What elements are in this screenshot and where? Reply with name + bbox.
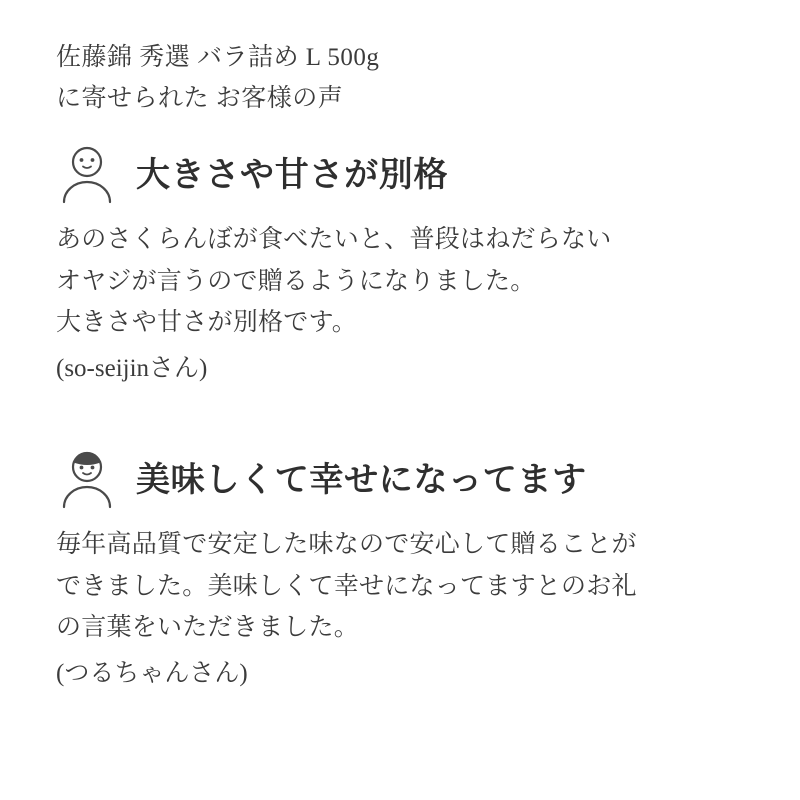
review-header	[56, 145, 748, 207]
review-header	[56, 450, 748, 512]
review-body	[56, 524, 748, 649]
review-body-line: できました。美味しくて幸せになってますとのお礼	[56, 572, 637, 600]
review-author: (so-seijinさん)	[56, 354, 208, 382]
review-title: 大きさや甘さが別格	[136, 156, 449, 194]
review-body-line: 毎年高品質で安定した味なので安心して贈ることが	[56, 531, 637, 558]
person-avatar-icon	[56, 450, 118, 512]
review-body-line: オヤジが言うので贈るようになりました。	[56, 267, 536, 295]
review-body-line: 大きさや甘さが別格です。	[56, 309, 358, 336]
review-item	[56, 145, 748, 390]
review-body	[56, 219, 748, 344]
intro-line-2: に寄せられた お客様の声	[56, 84, 344, 112]
intro-heading	[56, 38, 748, 119]
review-author: (つるちゃんさん)	[56, 659, 248, 687]
review-body-line: あのさくらんぼが食べたいと、普段はねだらない	[56, 226, 612, 253]
person-avatar-icon	[56, 145, 118, 207]
review-title: 美味しくて幸せになってます	[136, 461, 587, 499]
intro-line-1: 佐藤錦 秀選 バラ詰め L 500g	[56, 44, 380, 71]
review-body-line: の言葉をいただきました。	[56, 614, 360, 641]
review-item	[56, 450, 748, 695]
